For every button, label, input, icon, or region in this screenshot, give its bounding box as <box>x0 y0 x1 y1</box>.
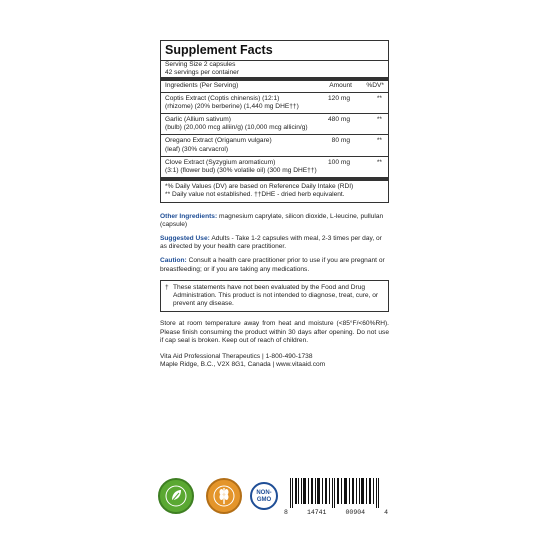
non-gmo-line-2: GMO <box>256 497 272 503</box>
caution <box>160 257 389 273</box>
servings-per-container: 42 servings per container <box>165 69 240 77</box>
ingredient-name: Garlic (Allium sativum) <box>165 116 231 124</box>
facts-footnotes <box>161 181 388 201</box>
company-line-2: Maple Ridge, B.C., V2X 8G1, Canada | www.vitaaid.com <box>160 361 326 369</box>
ingredient-detail: (3:1) (flower bud) (30% volatile oil) (300 mg DHE††) <box>165 167 317 175</box>
barcode-digit-last: 4 <box>384 509 388 516</box>
barcode <box>284 478 388 518</box>
footnote-dv: *% Daily Values (DV) are based on Reference Daily Intake (RDI) <box>165 183 354 191</box>
non-gmo-badge <box>250 482 278 510</box>
fda-disclaimer <box>160 280 389 313</box>
ingredient-detail: (bulb) (20,000 mcg alliin/g) (10,000 mcg allicin/g) <box>165 124 308 132</box>
header-amount: Amount <box>329 82 352 90</box>
ingredient-row <box>161 93 388 113</box>
ingredient-dv: ** <box>376 137 382 145</box>
barcode-numbers <box>284 509 388 516</box>
disclaimer-text: These statements have not been evaluated by the Food and Drug Administration. This product is not intended to diagnose, treat, cure, or prevent any disease. <box>173 283 379 308</box>
ingredient-amount: 480 mg <box>328 116 350 124</box>
other-ingredients-text: magnesium caprylate, silicon dioxide, L-leucine, pullulan (capsule) <box>160 212 384 228</box>
ingredient-name: Coptis Extract (Coptis chinensis) (12:1) <box>165 94 280 102</box>
other-ingredients-label: Other Ingredients: <box>160 212 218 220</box>
dagger-mark: † <box>165 283 169 291</box>
ingredient-row <box>161 114 388 134</box>
ingredient-row <box>161 135 388 155</box>
ingredient-row <box>161 157 388 177</box>
company-line-1: Vita Aid Professional Therapeutics | 1-800-490-1738 <box>160 353 313 361</box>
ingredient-amount: 80 mg <box>331 137 350 145</box>
storage-instructions: Store at room temperature away from heat and moisture (<85°F/<60%RH). Please finish consuming the product within 30 days after opening. Do not use if cap seal is broken. Keep out of reach of children. <box>160 320 389 344</box>
ingredient-detail: (leaf) (30% carvacrol) <box>165 145 229 153</box>
ingredient-dv: ** <box>376 158 382 166</box>
serving-size: Serving Size 2 capsules <box>165 61 236 68</box>
suggested-use-label: Suggested Use: <box>160 235 210 243</box>
vegan-badge-icon <box>158 478 194 514</box>
ingredient-name: Oregano Extract (Origanum vulgare) <box>165 137 272 145</box>
gluten-free-badge-icon <box>206 478 242 514</box>
ingredient-name: Clove Extract (Syzygium aromaticum) <box>165 158 276 166</box>
header-ingredients: Ingredients (Per Serving) <box>165 82 239 90</box>
ingredient-dv: ** <box>376 116 382 124</box>
supplement-label <box>160 40 389 369</box>
barcode-bars-icon <box>284 478 388 508</box>
barcode-digit-first: 8 <box>284 509 288 516</box>
footnote-dhe: ** Daily value not established. ††DHE - dried herb equivalent. <box>165 191 345 199</box>
ingredient-amount: 120 mg <box>328 94 350 102</box>
caution-label: Caution: <box>160 257 187 265</box>
facts-header <box>161 81 388 91</box>
facts-title: Supplement Facts <box>165 43 273 57</box>
company-info <box>160 353 389 369</box>
caution-text: Consult a health care practitioner prior to use if you are pregnant or breastfeeding; or if you are taking any medications. <box>160 257 385 273</box>
header-dv: %DV* <box>366 82 384 90</box>
barcode-digits-right: 00904 <box>345 509 366 516</box>
ingredient-dv: ** <box>376 94 382 102</box>
non-gmo-line-1: NON- <box>256 490 272 496</box>
ingredient-amount: 100 mg <box>328 158 350 166</box>
supplement-facts-box <box>160 40 389 203</box>
ingredient-detail: (rhizome) (20% berberine) (1,440 mg DHE††) <box>165 102 299 110</box>
barcode-digits-left: 14741 <box>306 509 327 516</box>
suggested-use-text: Adults - Take 1-2 capsules with meal, 2-3 times per day, or as directed by your health care practitioner. <box>160 235 382 251</box>
other-ingredients <box>160 213 389 229</box>
certification-badges <box>158 478 388 518</box>
suggested-use <box>160 235 389 251</box>
